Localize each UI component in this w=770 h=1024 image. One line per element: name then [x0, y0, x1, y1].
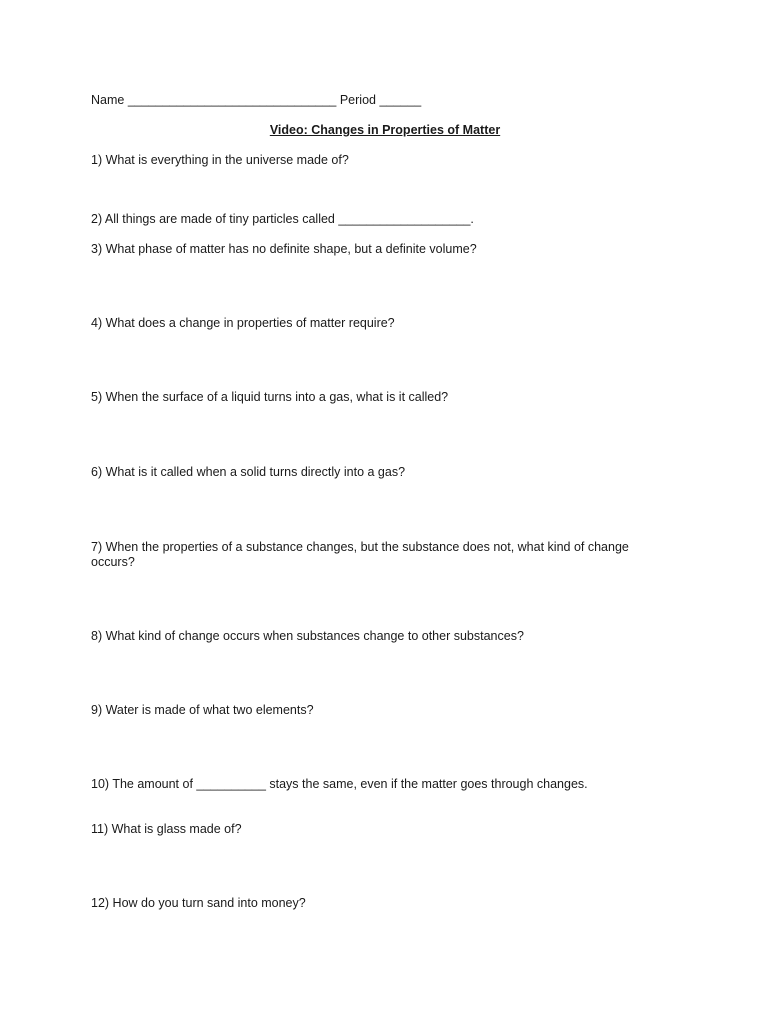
name-period-line: Name ______________________________ Period ______: [91, 93, 422, 107]
question-11: 11) What is glass made of?: [91, 822, 242, 836]
question-5: 5) When the surface of a liquid turns into a gas, what is it called?: [91, 390, 449, 404]
question-2: 2) All things are made of tiny particles called ___________________.: [91, 212, 474, 226]
question-1: 1) What is everything in the universe made of?: [91, 153, 349, 167]
question-6: 6) What is it called when a solid turns directly into a gas?: [91, 465, 406, 479]
question-4: 4) What does a change in properties of matter require?: [91, 316, 395, 330]
question-7: 7) When the properties of a substance changes, but the substance does not, what kind of change occurs?: [91, 540, 629, 569]
question-8: 8) What kind of change occurs when substances change to other substances?: [91, 629, 524, 643]
question-10: 10) The amount of __________ stays the same, even if the matter goes through changes.: [91, 777, 588, 791]
question-12: 12) How do you turn sand into money?: [91, 896, 306, 910]
worksheet-title: Video: Changes in Properties of Matter: [269, 123, 501, 137]
question-3: 3) What phase of matter has no definite shape, but a definite volume?: [91, 242, 477, 256]
question-9: 9) Water is made of what two elements?: [91, 703, 314, 717]
